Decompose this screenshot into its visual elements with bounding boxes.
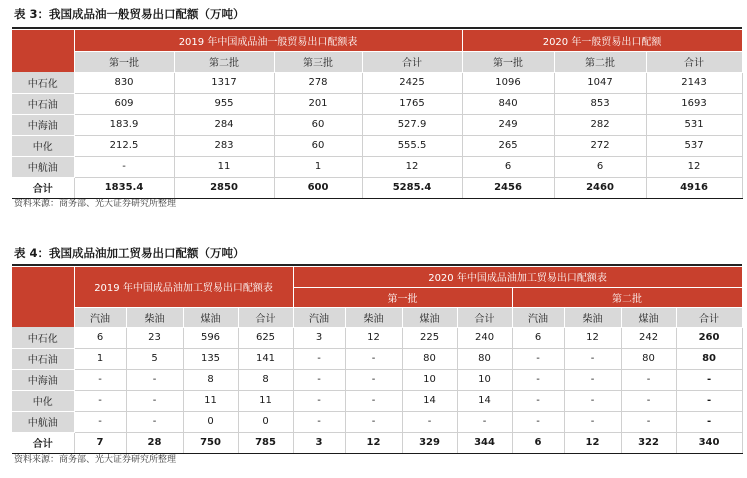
table-cell: -	[293, 369, 345, 390]
table3-col-header: 第一批	[74, 51, 174, 72]
table-row	[12, 156, 742, 177]
table-cell: 2143	[646, 72, 742, 93]
total-cell: 2850	[174, 177, 274, 198]
table-cell: 5	[126, 348, 183, 369]
table4-col-header: 汽油	[512, 307, 564, 327]
total-cell: 3	[293, 432, 345, 453]
table-cell: 6	[462, 156, 554, 177]
total-cell: 785	[238, 432, 293, 453]
table-cell: 1	[274, 156, 362, 177]
total-cell: 6	[512, 432, 564, 453]
table-cell: 283	[174, 135, 274, 156]
table-cell: 240	[457, 327, 512, 348]
table-cell: 60	[274, 135, 362, 156]
table-cell: -	[126, 411, 183, 432]
table-cell: 80	[621, 348, 676, 369]
row-label: 中石油	[12, 93, 74, 114]
table3-col-header: 第二批	[554, 51, 646, 72]
table4-col-header: 煤油	[621, 307, 676, 327]
table-row	[12, 411, 742, 432]
table4	[12, 267, 743, 454]
table4-col-header: 柴油	[564, 307, 621, 327]
row-label: 合计	[12, 432, 74, 453]
table-row	[12, 369, 742, 390]
table-cell: 840	[462, 93, 554, 114]
table-cell: 60	[274, 114, 362, 135]
row-label: 中化	[12, 135, 74, 156]
table-cell: -	[457, 411, 512, 432]
table-cell: -	[564, 348, 621, 369]
table-cell: 201	[274, 93, 362, 114]
table-cell: 12	[646, 156, 742, 177]
total-cell: 322	[621, 432, 676, 453]
table3-col-header: 合计	[362, 51, 462, 72]
table-cell: -	[126, 390, 183, 411]
table-cell: -	[293, 348, 345, 369]
table-cell: 8	[183, 369, 238, 390]
table-cell: -	[345, 390, 402, 411]
table-cell: 1693	[646, 93, 742, 114]
table-cell: 12	[345, 327, 402, 348]
table3-group-2019: 2019 年中国成品油一般贸易出口配额表	[74, 30, 462, 51]
table-row	[12, 390, 742, 411]
table-cell: -	[74, 411, 126, 432]
table-cell: -	[512, 390, 564, 411]
table-cell: -	[402, 411, 457, 432]
table-cell: -	[564, 369, 621, 390]
table3-group-2020: 2020 年一般贸易出口配额	[462, 30, 742, 51]
table-cell: -	[74, 369, 126, 390]
table-cell: 80	[676, 348, 742, 369]
table3-source: 资料来源：商务部、光大证券研究所整理	[14, 199, 177, 209]
table-cell: -	[74, 390, 126, 411]
table4-col-header: 合计	[238, 307, 293, 327]
table4-col-header: 煤油	[183, 307, 238, 327]
table-cell: 6	[74, 327, 126, 348]
table3-col-header: 合计	[646, 51, 742, 72]
table-cell: 955	[174, 93, 274, 114]
row-label: 中航油	[12, 411, 74, 432]
table3-col-header: 第一批	[462, 51, 554, 72]
table-cell: 10	[402, 369, 457, 390]
table3-col-header: 第二批	[174, 51, 274, 72]
table-cell: 11	[174, 156, 274, 177]
table-cell: -	[74, 156, 174, 177]
table-cell: 12	[362, 156, 462, 177]
table-cell: 272	[554, 135, 646, 156]
table-row	[12, 93, 742, 114]
table-cell: -	[126, 369, 183, 390]
table-cell: 853	[554, 93, 646, 114]
table4-col-header: 柴油	[126, 307, 183, 327]
table-cell: 830	[74, 72, 174, 93]
row-label: 合计	[12, 177, 74, 198]
table-cell: 8	[238, 369, 293, 390]
table-cell: 282	[554, 114, 646, 135]
table-cell: 2425	[362, 72, 462, 93]
table-cell: 625	[238, 327, 293, 348]
table4-batch2: 第二批	[512, 287, 742, 307]
table-cell: -	[676, 411, 742, 432]
table-row	[12, 135, 742, 156]
table-cell: 6	[554, 156, 646, 177]
table-cell: -	[621, 369, 676, 390]
total-cell: 4916	[646, 177, 742, 198]
table-cell: -	[512, 348, 564, 369]
total-cell: 5285.4	[362, 177, 462, 198]
table3	[12, 30, 743, 199]
row-label: 中化	[12, 390, 74, 411]
total-cell: 1835.4	[74, 177, 174, 198]
total-cell: 750	[183, 432, 238, 453]
table4-col-header: 合计	[457, 307, 512, 327]
table-cell: -	[564, 411, 621, 432]
table-cell: 242	[621, 327, 676, 348]
table4-source: 资料来源：商务部、光大证券研究所整理	[14, 455, 177, 465]
table-cell: 80	[402, 348, 457, 369]
row-label: 中海油	[12, 114, 74, 135]
table-cell: 555.5	[362, 135, 462, 156]
table-cell: 537	[646, 135, 742, 156]
table3-col-header: 第三批	[274, 51, 362, 72]
table-cell: 1765	[362, 93, 462, 114]
table4-group-2020: 2020 年中国成品油加工贸易出口配额表	[293, 267, 742, 287]
table-cell: -	[345, 348, 402, 369]
table-cell: 23	[126, 327, 183, 348]
table-cell: 284	[174, 114, 274, 135]
table3-title: 表 3：我国成品油一般贸易出口配额（万吨）	[14, 7, 245, 21]
table-cell: 260	[676, 327, 742, 348]
table-cell: 265	[462, 135, 554, 156]
table-cell: 212.5	[74, 135, 174, 156]
table4-title: 表 4：我国成品油加工贸易出口配额（万吨）	[14, 246, 245, 260]
table-cell: -	[293, 390, 345, 411]
table4-batch1: 第一批	[293, 287, 512, 307]
table-cell: 183.9	[74, 114, 174, 135]
total-cell: 28	[126, 432, 183, 453]
table-cell: 135	[183, 348, 238, 369]
table-cell: -	[621, 411, 676, 432]
total-cell: 600	[274, 177, 362, 198]
total-cell: 12	[345, 432, 402, 453]
table4-col-header: 汽油	[74, 307, 126, 327]
table-cell: 278	[274, 72, 362, 93]
table-cell: 249	[462, 114, 554, 135]
table-cell: 1	[74, 348, 126, 369]
row-label: 中石化	[12, 72, 74, 93]
total-cell: 2460	[554, 177, 646, 198]
table4-col-header: 合计	[676, 307, 742, 327]
total-cell: 7	[74, 432, 126, 453]
total-cell: 12	[564, 432, 621, 453]
table-row	[12, 348, 742, 369]
table4-title-rule	[12, 264, 742, 266]
table-cell: 0	[183, 411, 238, 432]
table-cell: 1047	[554, 72, 646, 93]
table4-col-header: 汽油	[293, 307, 345, 327]
table-cell: 141	[238, 348, 293, 369]
table-cell: -	[512, 369, 564, 390]
table-cell: 14	[402, 390, 457, 411]
total-cell: 2456	[462, 177, 554, 198]
table-cell: 10	[457, 369, 512, 390]
table-cell: 596	[183, 327, 238, 348]
table3-corner	[12, 30, 74, 72]
total-row	[12, 177, 742, 198]
table-cell: 12	[564, 327, 621, 348]
table-cell: 225	[402, 327, 457, 348]
table-cell: -	[512, 411, 564, 432]
table-row	[12, 114, 742, 135]
table-cell: 3	[293, 327, 345, 348]
table-row	[12, 72, 742, 93]
table-cell: 1096	[462, 72, 554, 93]
table4-col-header: 柴油	[345, 307, 402, 327]
table-cell: 609	[74, 93, 174, 114]
table-cell: 11	[238, 390, 293, 411]
row-label: 中海油	[12, 369, 74, 390]
table-cell: 0	[238, 411, 293, 432]
total-cell: 340	[676, 432, 742, 453]
table-cell: 6	[512, 327, 564, 348]
total-cell: 329	[402, 432, 457, 453]
table-row	[12, 327, 742, 348]
total-row	[12, 432, 742, 453]
table-cell: -	[676, 369, 742, 390]
row-label: 中石油	[12, 348, 74, 369]
table-cell: 14	[457, 390, 512, 411]
total-cell: 344	[457, 432, 512, 453]
table-cell: -	[676, 390, 742, 411]
row-label: 中石化	[12, 327, 74, 348]
table-cell: 531	[646, 114, 742, 135]
table-cell: 11	[183, 390, 238, 411]
table-cell: -	[564, 390, 621, 411]
table-cell: -	[621, 390, 676, 411]
table-cell: 527.9	[362, 114, 462, 135]
table4-col-header: 煤油	[402, 307, 457, 327]
table4-corner	[12, 267, 74, 327]
table-cell: -	[293, 411, 345, 432]
table3-title-rule	[12, 27, 742, 29]
table4-group-2019: 2019 年中国成品油加工贸易出口配额表	[74, 267, 293, 307]
table-cell: 80	[457, 348, 512, 369]
table-cell: -	[345, 411, 402, 432]
row-label: 中航油	[12, 156, 74, 177]
table-cell: -	[345, 369, 402, 390]
table-cell: 1317	[174, 72, 274, 93]
